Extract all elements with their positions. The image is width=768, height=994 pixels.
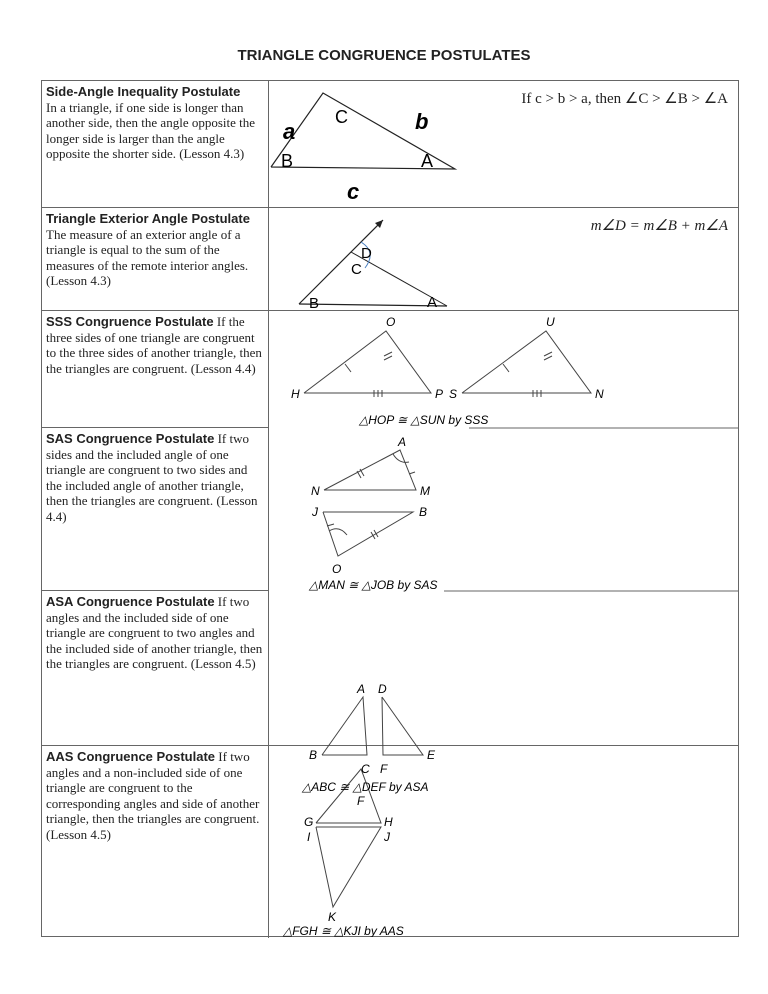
row-heading: ASA Congruence Postulate (46, 594, 215, 609)
page-title: TRIANGLE CONGRUENCE POSTULATES (237, 47, 531, 64)
label-O: O (332, 562, 342, 576)
label-J: J (312, 505, 318, 519)
row-heading: Side-Angle Inequality Postulate (46, 84, 241, 99)
row-body: If two angles and the included side of one triangle are congruent to two angles and the included side of another triangle, then the triangles are congruent. (Lesson 4.5) (46, 594, 263, 671)
label-P: P (435, 387, 444, 401)
sas-caption: △MAN ≅ △JOB by SAS (309, 578, 438, 592)
label-N: N (595, 387, 604, 401)
label-A: A (421, 151, 434, 171)
label-K: K (328, 910, 337, 924)
label-D: D (378, 682, 387, 696)
label-a: a (283, 119, 296, 144)
label-b: b (415, 109, 429, 134)
aas-caption: △FGH ≅ △KJI by AAS (283, 924, 404, 937)
formula: m∠D = m∠B + m∠A (590, 218, 728, 234)
label-N: N (311, 484, 320, 498)
congruence-diagrams (269, 311, 739, 937)
row-side-angle-inequality (42, 81, 738, 208)
postulates-table (41, 80, 739, 937)
row-body: The measure of an exterior angle of a triangle is equal to the sum of the measures of the remote interior angles. (Lesson 4.3) (46, 226, 249, 288)
label-C: C (361, 762, 370, 776)
row-heading: Triangle Exterior Angle Postulate (46, 211, 250, 226)
label-F: F (357, 794, 365, 808)
label-S: S (449, 387, 458, 401)
row-body: If two sides and the included angle of one triangle are congruent to two sides and the included angle of another triangle, then the triangles are congruent. (Lesson 4.4) (46, 431, 258, 524)
label-c: c (347, 179, 360, 204)
label-A: A (427, 294, 438, 311)
formula: If c > b > a, then ∠C > ∠B > ∠A (521, 91, 728, 107)
label-I: I (307, 830, 311, 844)
label-O: O (386, 315, 396, 329)
row-body: If the three sides of one triangle are congruent to the three sides of another triangle, then the triangles are congruent. (Lesson 4.4) (46, 314, 262, 376)
label-C: C (335, 107, 348, 127)
label-A: A (398, 435, 407, 449)
row-heading: SSS Congruence Postulate (46, 314, 214, 329)
label-B: B (309, 295, 320, 311)
label-B: B (419, 505, 428, 519)
label-D: D (361, 245, 372, 262)
label-F: F (380, 762, 388, 776)
label-M: M (420, 484, 430, 498)
triangle-diagram (269, 81, 739, 208)
label-H: H (291, 387, 300, 401)
label-E: E (427, 748, 436, 762)
asa-caption: △ABC ≅ △DEF by ASA (302, 780, 429, 794)
exterior-angle-diagram (269, 208, 739, 311)
label-A: A (357, 682, 366, 696)
row-body: In a triangle, if one side is longer than another side, then the angle opposite the longer side is larger than the angle opposite the shorter side. (Lesson 4.3) (46, 99, 256, 161)
sss-caption: △HOP ≅ △SUN by SSS (359, 413, 489, 427)
row-exterior-angle (42, 208, 738, 311)
label-B: B (281, 151, 294, 171)
label-J: J (384, 830, 390, 844)
label-B: B (309, 748, 318, 762)
label-C: C (351, 261, 362, 278)
row-heading: AAS Congruence Postulate (46, 749, 216, 764)
label-U: U (546, 315, 555, 329)
label-G: G (304, 815, 314, 829)
row-heading: SAS Congruence Postulate (46, 431, 215, 446)
row-body: If two angles and a non-included side of one triangle are congruent to the corresponding angles and side of another triangle, then the triangles are congruent. (Lesson 4.5) (46, 749, 260, 842)
label-H: H (384, 815, 393, 829)
